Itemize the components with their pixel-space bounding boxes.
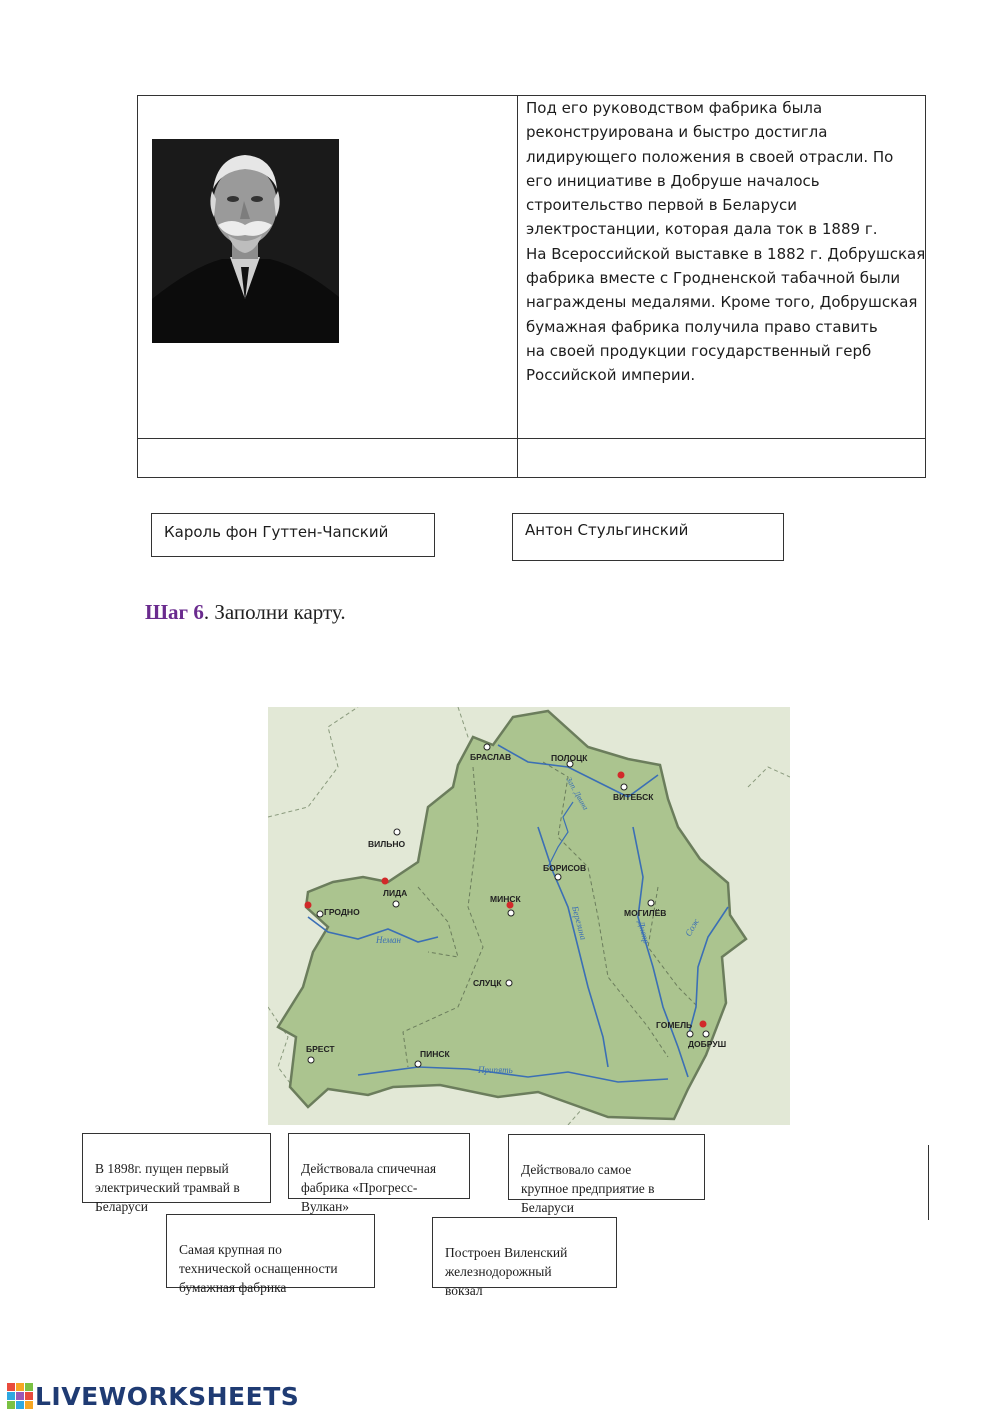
info-table (137, 95, 926, 478)
city-label: МИНСК (490, 894, 521, 904)
fact-box-tram[interactable] (82, 1133, 271, 1214)
city-label: ГРОДНО (324, 907, 360, 917)
fact-text: Самая крупная по технической оснащенности бумажная фабрика (179, 1242, 338, 1295)
fact-text: Действовала спичечная фабрика «Прогресс- Вулкан» (301, 1161, 437, 1214)
step-heading (145, 600, 346, 625)
logo-text: LIVEWORKSHEETS (35, 1381, 300, 1411)
fact-text: Построен Виленский железнодорожный вокзал (445, 1245, 568, 1298)
biography-text: Под его руководством фабрика была реконструирована и быстро достигла лидирующего положения в своей отрасли. По его инициативе в Добруше началось строительство первой в Беларуси электростанции, которая дала ток в 1889 г. На Всероссийской выставке в 1882 г. Добрушская фабрика вместе с Гродненской табачной были награждены медалями. Кроме того, Добрушская бумажная фабрика получила право ставить на своей продукции государственный герб Российской империи. (526, 99, 926, 385)
river-label: Зап. Двина (564, 775, 591, 812)
step-text: . Заполни карту. (203, 600, 346, 624)
fact-box-largest-enterprise[interactable] (508, 1134, 705, 1215)
name-box-chapsky[interactable] (151, 513, 435, 557)
fact-text: В 1898г. пущен первый электрический трамвай в Беларуси (95, 1161, 240, 1214)
river-label: Припять (478, 1065, 513, 1075)
logo-grid-icon (7, 1383, 33, 1409)
river-label: Сож (683, 916, 702, 938)
liveworksheets-logo (7, 1380, 299, 1412)
fact-box-match-factory[interactable] (288, 1133, 470, 1214)
city-label: ПИНСК (420, 1049, 450, 1059)
city-label: БРАСЛАВ (470, 752, 512, 762)
step-label: Шаг 6 (145, 600, 204, 624)
city-label: ПОЛОЦК (551, 753, 588, 763)
city-label: ВИЛЬНО (368, 839, 406, 849)
city-label: ЛИДА (383, 888, 408, 898)
city-label: МОГИЛЁВ (624, 908, 667, 918)
belarus-map (268, 707, 790, 1125)
city-label: БОРИСОВ (543, 863, 587, 873)
portrait-photo (152, 139, 339, 343)
river-label: Неман (376, 935, 401, 945)
city-label: ВИТЕБСК (613, 792, 654, 802)
fact-box-vilnius-station[interactable] (432, 1217, 617, 1298)
name-label: Антон Стульгинский (525, 521, 689, 539)
city-label: БРЕСТ (306, 1044, 335, 1054)
name-box-stulginsky[interactable] (512, 513, 784, 561)
river-label: Березина (570, 904, 589, 941)
fact-text: Действовало самое крупное предприятие в Беларуси (521, 1162, 655, 1215)
city-label: СЛУЦК (473, 978, 502, 988)
city-label: ГОМЕЛЬ (656, 1020, 693, 1030)
name-label: Кароль фон Гуттен-Чапский (164, 523, 389, 541)
river-label: Днепр (636, 919, 652, 945)
table-divider-vertical (517, 96, 518, 477)
fact-box-paper-factory[interactable] (166, 1214, 375, 1295)
margin-line (928, 1145, 929, 1220)
city-label: ДОБРУШ (688, 1039, 727, 1049)
table-divider-horizontal (138, 438, 925, 439)
